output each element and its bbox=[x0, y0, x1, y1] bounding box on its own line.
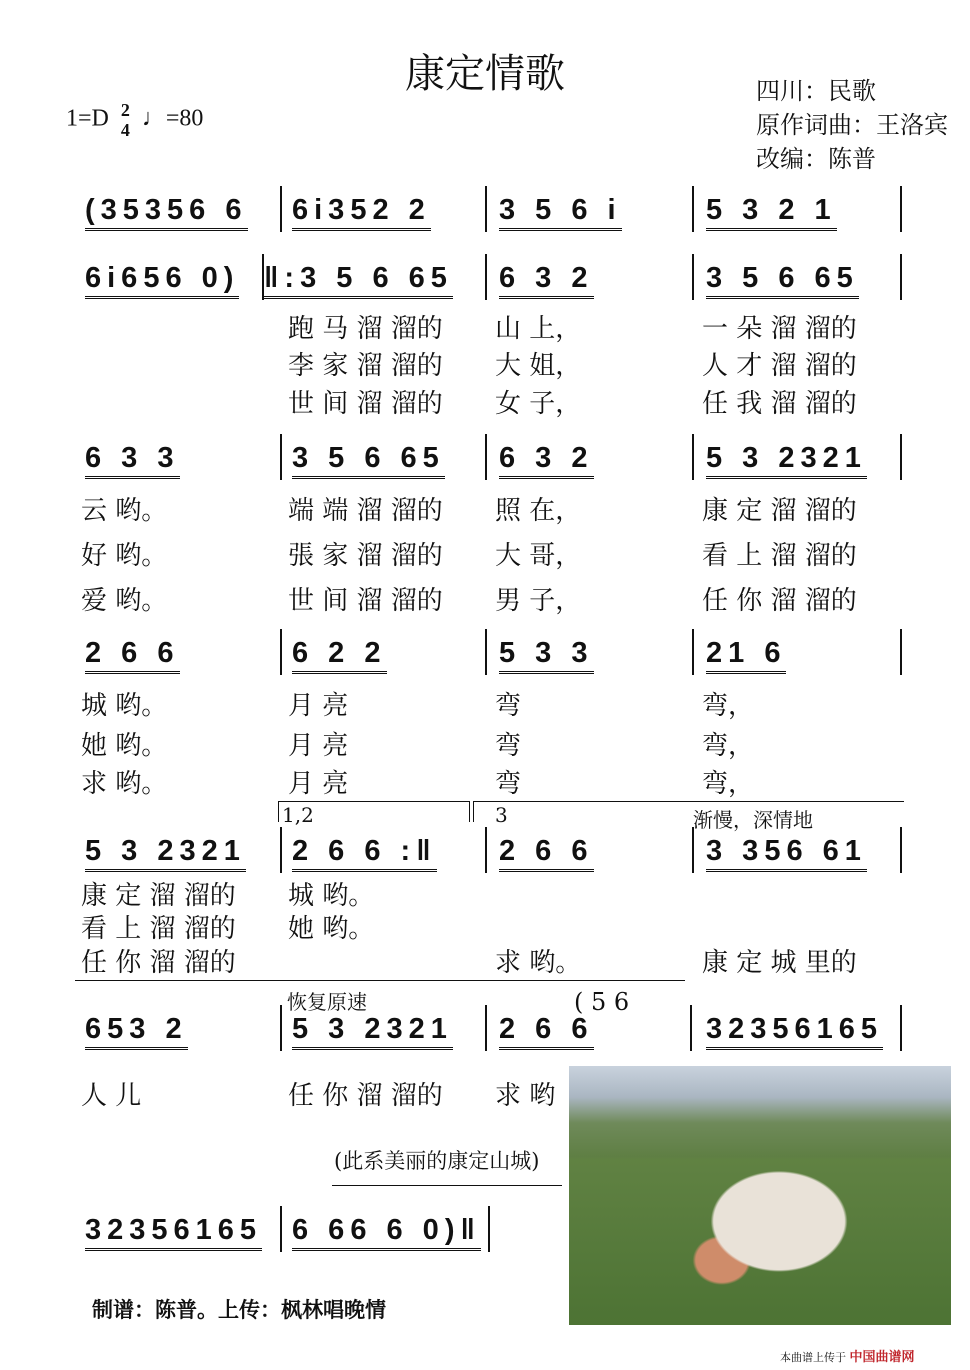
measure-notes: 5 3 3 bbox=[499, 637, 594, 674]
measure-notes: 6 3 3 bbox=[85, 442, 180, 479]
credit-origin: 四川：民歌 bbox=[756, 77, 876, 105]
lyric-line: 求 哟。 bbox=[81, 769, 168, 799]
lyric-line: 城 哟。 bbox=[288, 881, 375, 911]
measure-notes: 2 6 6 bbox=[499, 835, 594, 872]
bar-line bbox=[485, 254, 487, 300]
measure bbox=[706, 194, 837, 227]
measure bbox=[706, 835, 867, 868]
measure bbox=[499, 1013, 594, 1046]
measure bbox=[85, 835, 246, 868]
measure-notes: 3 356 61 bbox=[706, 835, 867, 872]
bar-line bbox=[692, 186, 694, 232]
time-top: 2 bbox=[120, 100, 130, 120]
measure-notes: 2 6 6 bbox=[85, 637, 180, 674]
lyric-line: 求 哟。 bbox=[495, 948, 582, 978]
measure-notes: 5 3 2 1 bbox=[706, 194, 837, 231]
measure-notes: 2 6 6 :‖ bbox=[292, 835, 437, 872]
volta-3: 3 bbox=[495, 803, 508, 827]
measure-notes: 21 6 bbox=[706, 637, 786, 674]
lyric-line: 弯 bbox=[495, 691, 522, 721]
bar-line bbox=[900, 827, 902, 873]
measure bbox=[706, 442, 867, 475]
lyric-line: 云 哟。 bbox=[81, 496, 168, 526]
lyric-line: 康 定 溜 溜的 bbox=[702, 496, 857, 526]
lyric-line: 張 家 溜 溜的 bbox=[288, 541, 443, 571]
credit-arranger: 改编：陈普 bbox=[756, 145, 876, 173]
measure bbox=[264, 262, 453, 295]
key: 1=D bbox=[66, 105, 109, 132]
lyric-line: 人 才 溜 溜的 bbox=[702, 351, 857, 381]
bar-line bbox=[900, 629, 902, 675]
lyric-line: 康 定 溜 溜的 bbox=[81, 881, 236, 911]
measure bbox=[85, 1013, 188, 1046]
lyric-line: 任 你 溜 溜的 bbox=[288, 1081, 443, 1111]
score-system bbox=[0, 1013, 970, 1073]
measure-notes: 32356165 bbox=[85, 1214, 262, 1251]
caption-line bbox=[332, 1185, 562, 1186]
measure-notes: 3 5 6 i bbox=[499, 194, 622, 231]
lyric-line: 人 儿 bbox=[81, 1081, 142, 1111]
measure bbox=[499, 637, 594, 670]
site-credit bbox=[780, 1346, 915, 1365]
lyric-line: 世 间 溜 溜的 bbox=[288, 586, 443, 616]
divider bbox=[75, 980, 685, 981]
footer-credits: 制谱：陈普。上传：枫林唱晚情 bbox=[92, 1298, 386, 1322]
measure-notes: 32356165 bbox=[706, 1013, 883, 1050]
bar-line bbox=[485, 1005, 487, 1051]
lyric-line: 月 亮 bbox=[288, 731, 349, 761]
lyric-line: 爱 哟。 bbox=[81, 586, 168, 616]
lyric-line: 弯， bbox=[702, 731, 755, 761]
site-prefix: 本曲谱上传于 bbox=[780, 1351, 846, 1364]
bar-line bbox=[690, 1005, 692, 1051]
time-signature bbox=[121, 100, 130, 140]
measure-notes: 6i352 2 bbox=[292, 194, 431, 231]
measure-notes: 5 3 2321 bbox=[292, 1013, 453, 1050]
measure-notes: 6 3 2 bbox=[499, 442, 594, 479]
measure-notes: 6 2 2 bbox=[292, 637, 387, 674]
credits bbox=[756, 74, 948, 176]
lyric-line: 李 家 溜 溜的 bbox=[288, 351, 443, 381]
measure-notes: (35356 6 bbox=[85, 194, 248, 231]
measure-notes: 3 5 6 65 bbox=[292, 442, 445, 479]
bar-line bbox=[485, 434, 487, 480]
bar-line bbox=[900, 434, 902, 480]
measure-notes: 6 3 2 bbox=[499, 262, 594, 299]
bar-line bbox=[692, 434, 694, 480]
measure bbox=[706, 637, 786, 670]
lyric-line: 弯 bbox=[495, 769, 522, 799]
lyric-line: 照 在， bbox=[495, 496, 582, 526]
tempo-mark-slow: 渐慢，深情地 bbox=[693, 808, 813, 832]
lyric-line: 求 哟 bbox=[495, 1081, 556, 1111]
lyric-line: 弯， bbox=[702, 769, 755, 799]
measure bbox=[706, 262, 859, 295]
bar-line bbox=[485, 186, 487, 232]
photo-caption: (此系美丽的康定山城) bbox=[334, 1149, 540, 1173]
bar-line bbox=[900, 186, 902, 232]
bar-line bbox=[485, 629, 487, 675]
lyric-line: 她 哟。 bbox=[288, 914, 375, 944]
lyric-line: 男 子， bbox=[495, 586, 582, 616]
measure-notes: 5 3 2321 bbox=[85, 835, 246, 872]
lyric-line: 端 端 溜 溜的 bbox=[288, 496, 443, 526]
lyric-line: 大 姐， bbox=[495, 351, 582, 381]
lyric-line: 她 哟。 bbox=[81, 731, 168, 761]
lyric-line: 女 子， bbox=[495, 389, 582, 419]
lyric-line: 弯， bbox=[702, 691, 755, 721]
measure bbox=[499, 835, 594, 868]
volta-bracket-3 bbox=[473, 801, 904, 822]
bar-line bbox=[280, 827, 282, 873]
lyric-line: 任 我 溜 溜的 bbox=[702, 389, 857, 419]
lyric-line: 世 间 溜 溜的 bbox=[288, 389, 443, 419]
measure bbox=[292, 1214, 481, 1247]
bar-line bbox=[692, 629, 694, 675]
score-system bbox=[0, 194, 970, 254]
bar-line bbox=[280, 629, 282, 675]
lyric-line: 任 你 溜 溜的 bbox=[702, 586, 857, 616]
bar-line bbox=[280, 434, 282, 480]
measure-notes: 3 5 6 65 bbox=[706, 262, 859, 299]
measure bbox=[292, 835, 437, 868]
measure-notes: 6 66 6 0)‖ bbox=[292, 1214, 481, 1251]
lyric-line: 城 哟。 bbox=[81, 691, 168, 721]
bar-line bbox=[485, 827, 487, 873]
bar-line bbox=[692, 827, 694, 873]
kangding-town-photo bbox=[569, 1066, 951, 1325]
measure bbox=[85, 637, 180, 670]
alternate-notes: ( 5 6 bbox=[574, 988, 630, 1016]
measure bbox=[499, 442, 594, 475]
lyric-line: 大 哥， bbox=[495, 541, 582, 571]
measure-notes: 653 2 bbox=[85, 1013, 188, 1050]
bar-line bbox=[488, 1206, 490, 1252]
bar-line bbox=[900, 1005, 902, 1051]
measure bbox=[292, 442, 445, 475]
measure bbox=[706, 1013, 883, 1046]
lyric-line: 康 定 城 里的 bbox=[702, 948, 857, 978]
volta-bracket-1 bbox=[278, 801, 470, 822]
volta-1-2: 1,2 bbox=[282, 803, 314, 827]
lyric-line: 弯 bbox=[495, 731, 522, 761]
lyric-line: 月 亮 bbox=[288, 769, 349, 799]
measure bbox=[85, 194, 248, 227]
measure bbox=[499, 262, 594, 295]
key-signature bbox=[66, 100, 203, 140]
bar-line bbox=[900, 254, 902, 300]
measure bbox=[85, 262, 239, 295]
lyric-line: 看 上 溜 溜的 bbox=[81, 914, 236, 944]
lyric-line: 好 哟。 bbox=[81, 541, 168, 571]
lyric-line: 跑 马 溜 溜的 bbox=[288, 314, 443, 344]
measure-notes: ‖:3 5 6 65 bbox=[264, 262, 453, 299]
credit-composer: 原作词曲：王洛宾 bbox=[756, 111, 948, 139]
song-title: 康定情歌 bbox=[405, 51, 565, 97]
measure bbox=[292, 1013, 453, 1046]
lyric-line: 任 你 溜 溜的 bbox=[81, 948, 236, 978]
lyric-line: 一 朵 溜 溜的 bbox=[702, 314, 857, 344]
measure bbox=[85, 442, 180, 475]
lyric-line: 月 亮 bbox=[288, 691, 349, 721]
measure-notes: 2 6 6 bbox=[499, 1013, 594, 1050]
measure-notes: 5 3 2321 bbox=[706, 442, 867, 479]
measure-notes: 6i656 0) bbox=[85, 262, 239, 299]
tempo-mark-resume: 恢复原速 bbox=[287, 990, 367, 1014]
measure bbox=[499, 194, 622, 227]
bar-line bbox=[280, 186, 282, 232]
bar-line bbox=[692, 254, 694, 300]
measure bbox=[292, 637, 387, 670]
site-logo[interactable]: 中国曲谱网 bbox=[849, 1350, 915, 1365]
bar-line bbox=[280, 1005, 282, 1051]
time-bottom: 4 bbox=[120, 120, 130, 140]
tempo: ♩=80 bbox=[141, 105, 204, 132]
lyric-line: 看 上 溜 溜的 bbox=[702, 541, 857, 571]
measure bbox=[292, 194, 431, 227]
bar-line bbox=[280, 1206, 282, 1252]
measure bbox=[85, 1214, 262, 1247]
lyric-line: 山 上， bbox=[495, 314, 582, 344]
